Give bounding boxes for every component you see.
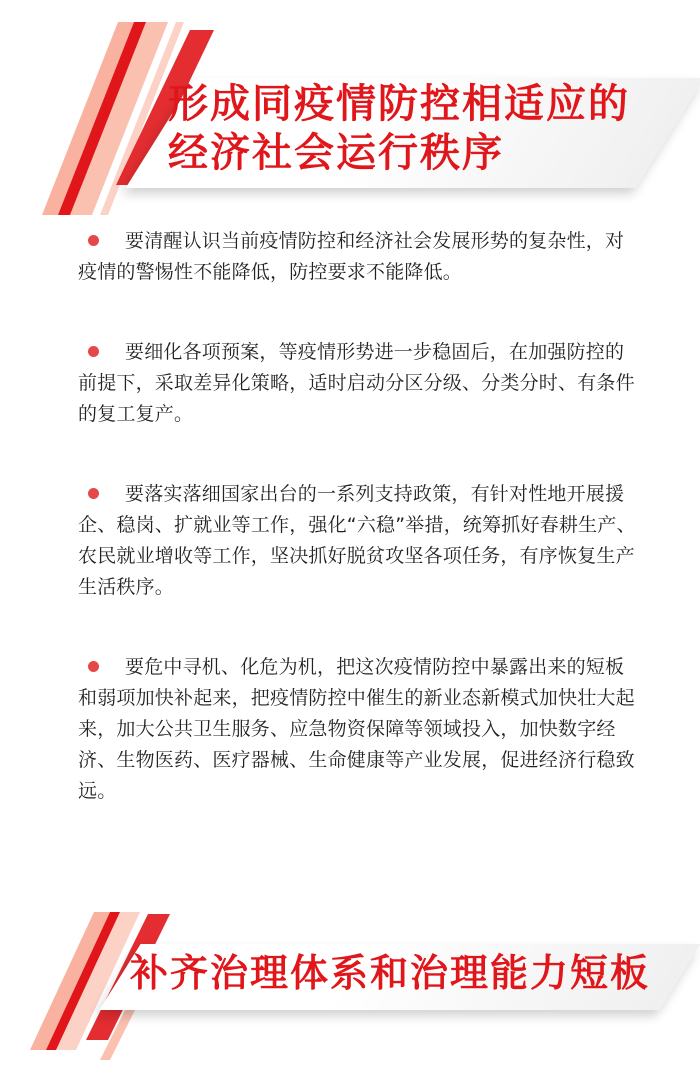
list-item: 要清醒认识当前疫情防控和经济社会发展形势的复杂性，对疫情的警惕性不能降低，防控要求不能降低。 [78, 230, 625, 283]
section-header-bottom [0, 900, 700, 1067]
section-title-line1: 形成同疫情防控相适应的 [168, 81, 630, 127]
section-title-line2: 经济社会运行秩序 [168, 129, 504, 176]
bullet-dot [88, 488, 99, 499]
bullet-dot [88, 346, 99, 357]
list-item: 要落实落细国家出台的一系列支持政策，有针对性地开展援企、稳岗、扩就业等工作，强化“六稳”举措，统筹抓好春耕生产、农民就业增收等工作，坚决抓好脱贫攻坚各项任务，有序恢复生产生活秩序。 [78, 483, 636, 598]
bullet-dot [88, 661, 99, 672]
section-header-top [0, 0, 700, 230]
list-item: 要危中寻机、化危为机，把这次疫情防控中暴露出来的短板和弱项加快补起来，把疫情防控中催生的新业态新模式加快壮大起来，加大公共卫生服务、应急物资保障等领域投入，加快数字经济、生物医药、医疗器械、生命健康等产业发展，促进经济行稳致远。 [78, 656, 635, 802]
content-list [78, 226, 638, 856]
section-title [168, 80, 630, 178]
list-item: 要细化各项预案，等疫情形势进一步稳固后，在加强防控的前提下，采取差异化策略，适时启动分区分级、分类分时、有条件的复工复产。 [78, 341, 635, 425]
section-title: 补齐治理体系和治理能力短板 [130, 951, 651, 995]
bullet-dot [88, 235, 99, 246]
